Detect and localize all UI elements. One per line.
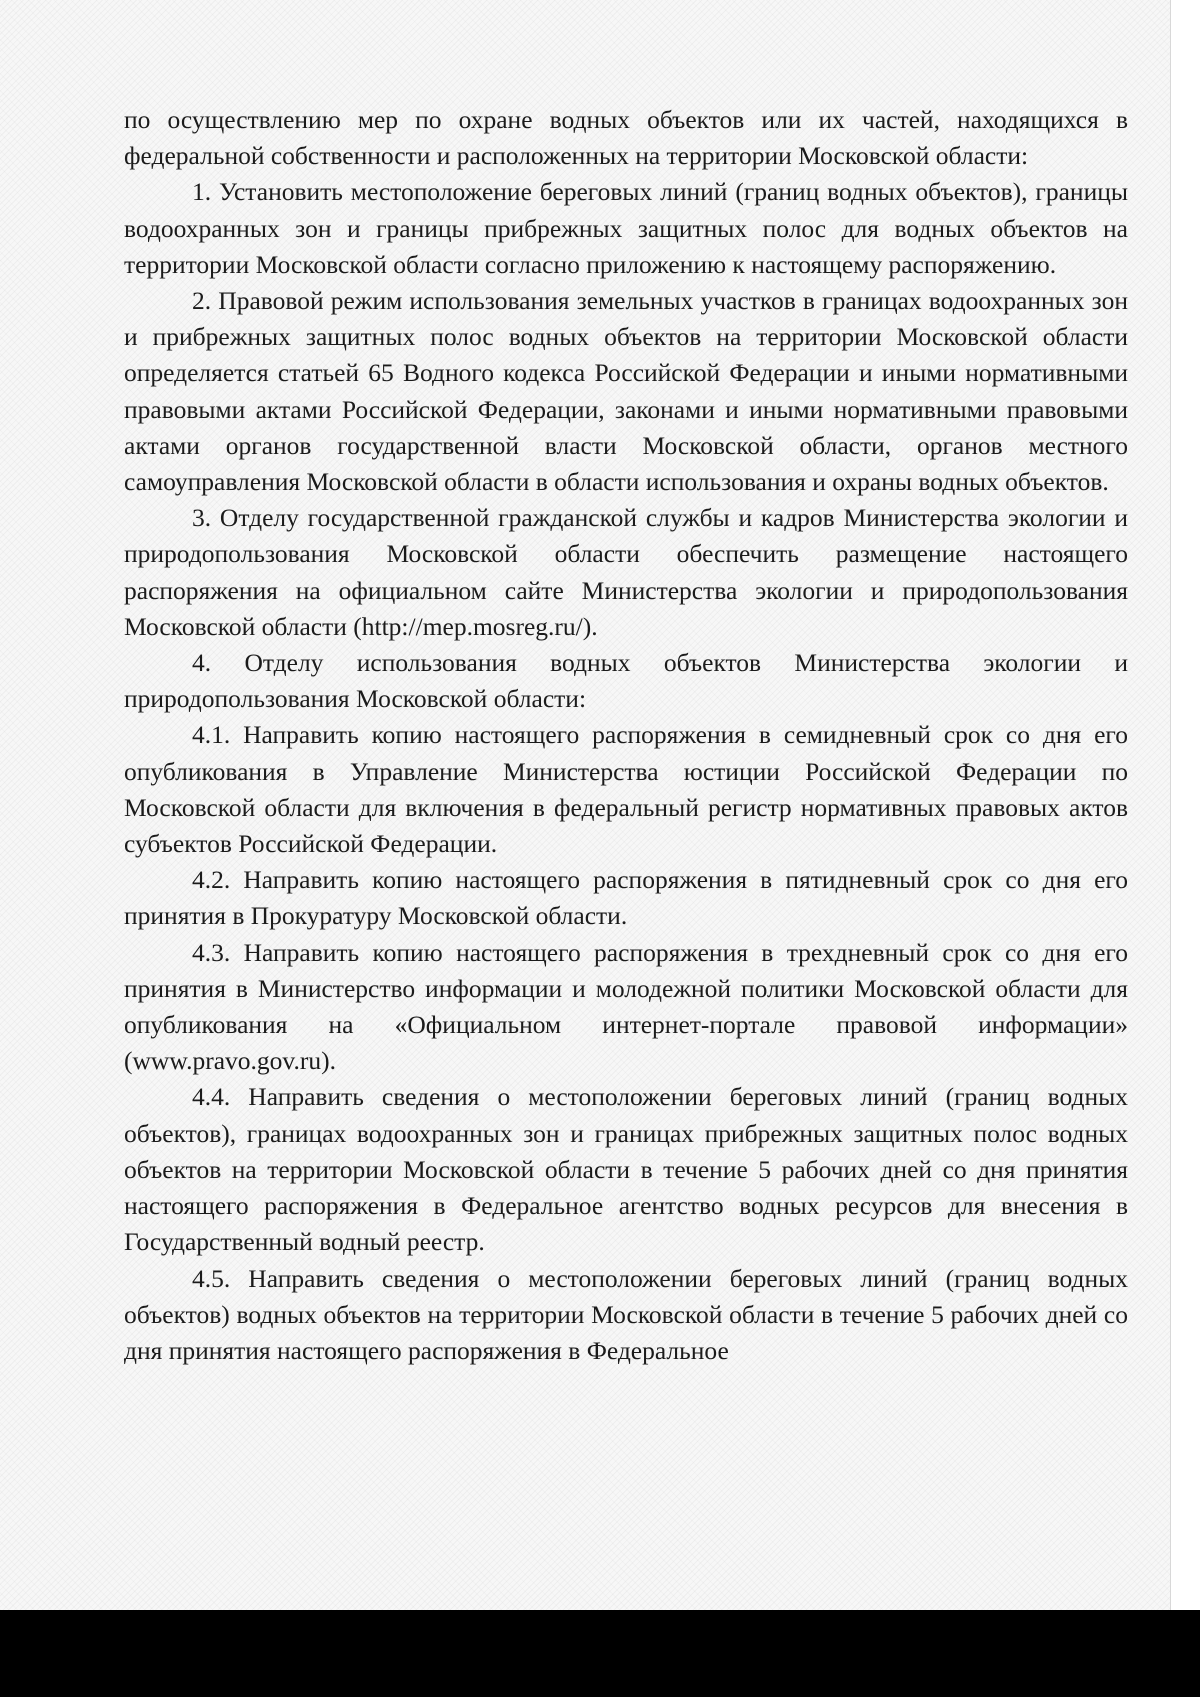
paragraph-3: 3. Отделу государственной гражданской службы и кадров Министерства экологии и природопользования Московской области обеспечить размещение настоящего распоряжения на официальном сайте Министерства экологии и природопользования Московской области (http://mep.mosreg.ru/). <box>124 503 1128 641</box>
paragraph-1: 1. Установить местоположение береговых линий (границ водных объектов), границы водоохранных зон и границы прибрежных защитных полос для водных объектов на территории Московской области согласно приложению к настоящему распоряжению. <box>124 177 1128 279</box>
paragraph-4-1: 4.1. Направить копию настоящего распоряжения в семидневный срок со дня его опубликования в Управление Министерства юстиции Российской Федерации по Московской области для включения в федеральный регистр нормативных правовых актов субъектов Российской Федерации. <box>124 720 1128 859</box>
paragraph-4-2: 4.2. Направить копию настоящего распоряжения в пятидневный срок со дня его принятия в Прокуратуру Московской области. <box>124 865 1128 931</box>
scan-bottom-border <box>0 1610 1200 1697</box>
paragraph-4-4: 4.4. Направить сведения о местоположении береговых линий (границ водных объектов), границах водоохранных зон и границах прибрежных защитных полос водных объектов на территории Московской области в течение 5 рабочих дней со дня принятия настоящего распоряжения в Федеральное агентство водных ресурсов для внесения в Государственный водный реестр. <box>124 1082 1128 1257</box>
paragraph-continuation: по осуществлению мер по охране водных объектов или их частей, находящихся в федеральной собственности и расположенных на территории Московской области: <box>124 105 1128 171</box>
page-right-margin <box>1170 0 1200 1610</box>
paragraph-4-5: 4.5. Направить сведения о местоположении береговых линий (границ водных объектов) водных объектов на территории Московской области в течение 5 рабочих дней со дня принятия настоящего распоряжения в Федеральное <box>124 1263 1128 1365</box>
document-body <box>124 102 1128 1369</box>
paragraph-4: 4. Отделу использования водных объектов Министерства экологии и природопользования Московской области: <box>124 648 1128 714</box>
paragraph-2: 2. Правовой режим использования земельных участков в границах водоохранных зон и прибрежных защитных полос водных объектов на территории Московской области определяется статьей 65 Водного кодекса Российской Федерации и иными нормативными правовыми актами Российской Федерации, законами и иными нормативными правовыми актами органов государственной власти Московской области, органов местного самоуправления Московской области в области использования и охраны водных объектов. <box>124 286 1128 497</box>
paragraph-4-3: 4.3. Направить копию настоящего распоряжения в трехдневный срок со дня его принятия в Министерство информации и молодежной политики Московской области для опубликования на «Официальном интернет-портале правовой информации» (www.pravo.gov.ru). <box>124 937 1128 1076</box>
